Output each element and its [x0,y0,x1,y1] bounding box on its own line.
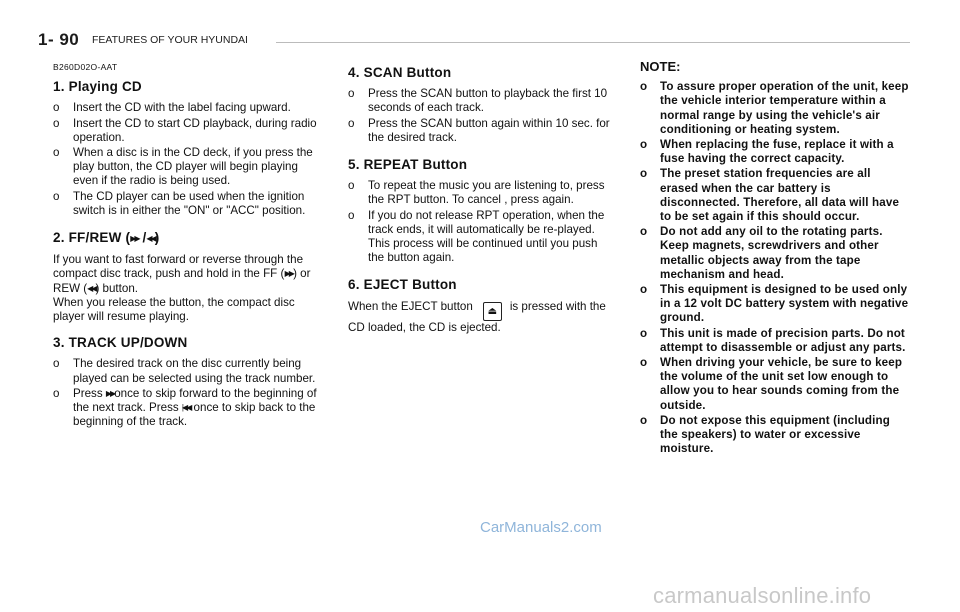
heading-ff-rew: 2. FF/REW (▶▶ /◀◀) [53,230,160,246]
bullet: o [640,80,648,94]
list-item: o When replacing the fuse, replace it with a fuse having the correct capacity. [640,138,894,166]
list-item: o Press the SCAN button again within 10 sec. for the desired track. [348,116,610,144]
bullet: o [348,116,355,130]
list-item: o If you do not release RPT operation, when the track ends, it will automatically be re-played. This process will be continued until you push the button again. [348,208,605,265]
bullet: o [53,146,60,160]
track-list [53,357,321,429]
header-rule [276,42,910,43]
list-item: o Insert the CD to start CD playback, during radio operation. [53,116,317,144]
rewind-icon: ◀◀ [146,234,155,244]
page-header [38,30,910,50]
list-item: o The preset station frequencies are all erased when the car battery is disconnected. Therefore, all data will have to be set again if this should occur. [640,167,900,224]
bullet: o [640,283,648,297]
heading-repeat-button: 5. REPEAT Button [348,157,468,173]
fast-forward-icon: ▶▶ [105,388,115,398]
list-item: o Press ▶▶once to skip forward to the beginning of the next track. Press |◀◀ once to skip back to the beginning of the track. [53,386,317,429]
list-item: o This unit is made of precision parts. Do not attempt to disassemble or adjust any parts. [640,326,906,354]
list-item: o The desired track on the disc currently being played can be selected using the track number. [53,357,316,385]
note-title: NOTE: [640,59,681,74]
bullet: o [348,208,355,222]
page-number: 1- 90 [38,30,80,49]
ff-rew-paragraph: If you want to fast forward or reverse through the compact disc track, push and hold in the FF ( ▶▶ ) or REW (◀◀) button. [53,253,311,295]
bullet: o [640,326,648,340]
heading-playing-cd: 1. Playing CD [53,79,142,95]
bullet: o [640,356,648,370]
watermark-carmanuals2: CarManuals2.com [480,519,602,536]
section-code: B260D02O-AAT [53,62,118,72]
list-item: o To repeat the music you are listening to, press the RPT button. To cancel , press again. [348,179,605,207]
ff-rew-paragraph-2: When you release the button, the compact disc player will resume playing. [53,295,295,324]
list-item: o To assure proper operation of the unit, keep the vehicle interior temperature within a normal range by using the vehicle's air conditioning or heating system. [640,80,909,136]
column-1 [53,60,321,430]
list-item: o When driving your vehicle, be sure to keep the volume of the unit set low enough to allow you to hear sounds coming from the outside. [640,356,903,412]
bullet: o [348,179,355,193]
bullet: o [53,101,60,115]
bullet: o [53,386,60,400]
column-3 [640,60,910,457]
list-item: o The CD player can be used when the ignition switch is in either the "ON" or "ACC" position. [53,189,306,217]
bullet: o [53,189,60,203]
heading-scan-button: 4. SCAN Button [348,65,452,80]
bullet: o [348,87,355,101]
eject-paragraph: When the EJECT button ⏏ is pressed with the CD loaded, the CD is ejected. [348,299,606,334]
eject-icon: ⏏ [483,302,502,321]
bullet: o [640,167,648,181]
heading-eject-button: 6. EJECT Button [348,277,457,293]
skip-back-icon: |◀◀ [181,403,191,413]
bullet: o [53,357,60,371]
watermark-carmanualsonline: carmanualsonline.info [653,583,872,608]
scan-list [348,87,612,145]
playing-cd-list [53,101,321,218]
fast-forward-icon: ▶▶ [284,269,294,279]
list-item: o Do not expose this equipment (including the speakers) to water or excessive moisture. [640,413,890,456]
list-item: o When a disc is in the CD deck, if you press the play button, the CD player will begin playing even if the radio is being used. [53,146,313,188]
list-item: o Insert the CD with the label facing upward. [53,101,291,115]
rewind-icon: ◀◀ [87,283,96,293]
list-item: o This equipment is designed to be used only in a 12 volt DC battery system with negative ground. [640,283,909,325]
bullet: o [53,116,60,130]
bullet: o [640,225,648,239]
note-list [640,80,910,456]
list-item: o Press the SCAN button to playback the first 10 seconds of each track. [348,87,608,115]
fast-forward-icon: ▶▶ [130,234,139,244]
bullet: o [640,413,648,427]
column-2 [348,60,612,335]
bullet: o [640,138,648,152]
repeat-list [348,179,612,265]
heading-track-up-down: 3. TRACK UP/DOWN [53,335,188,351]
section-title: FEATURES OF YOUR HYUNDAI [92,34,248,46]
list-item: o Do not add any oil to the rotating parts. Keep magnets, screwdrivers and other metallic objects away from the tape mechanism and head. [640,225,883,281]
